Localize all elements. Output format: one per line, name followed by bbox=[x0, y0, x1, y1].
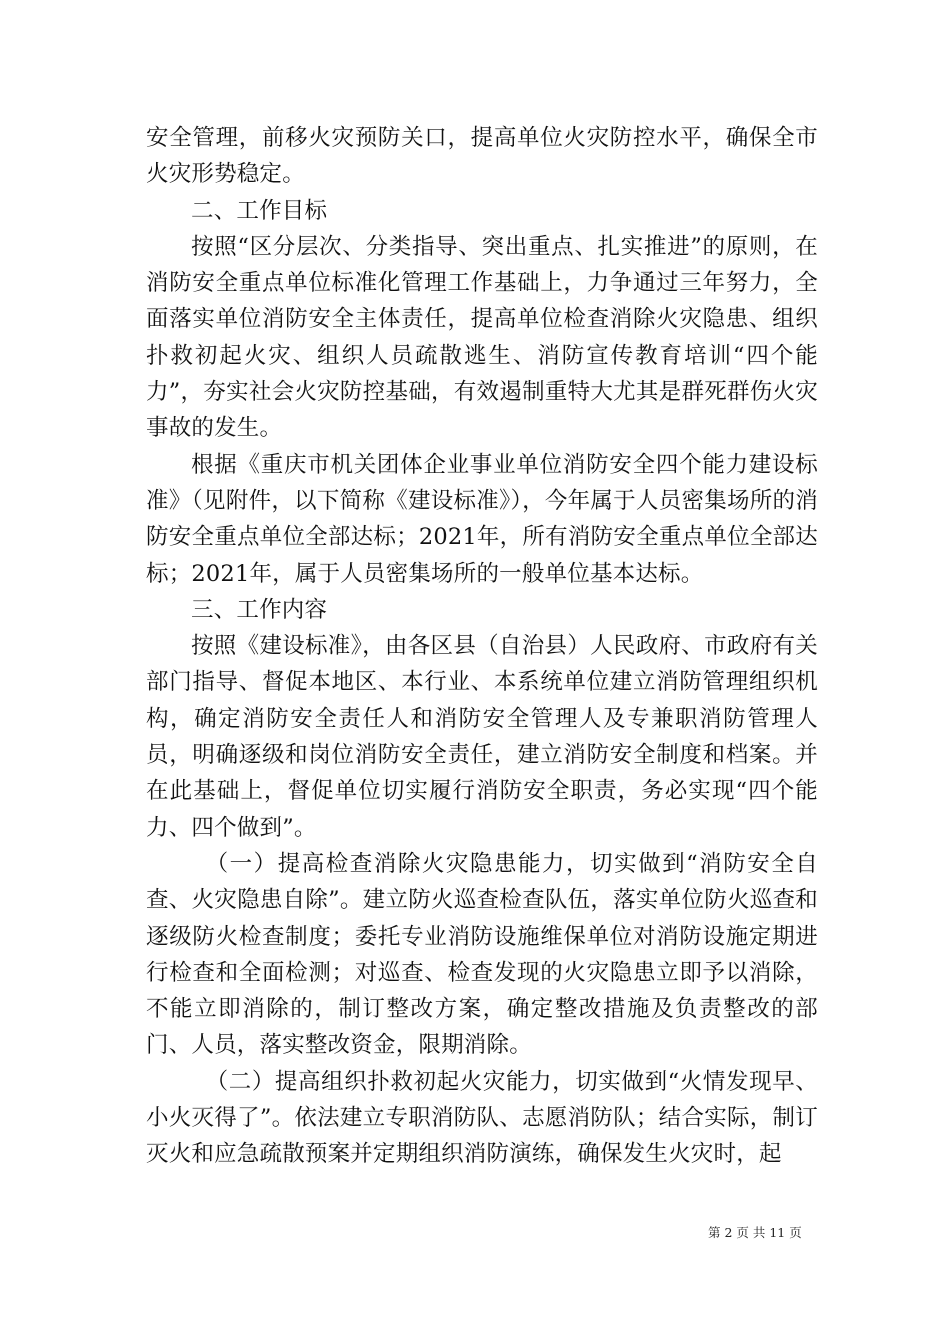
heading-work-goals: 二、工作目标 bbox=[191, 197, 328, 224]
page-number: 第 2 页 共 11 页 bbox=[708, 1225, 802, 1240]
document-body bbox=[146, 120, 818, 1173]
paragraph-standards: 根据《重庆市机关团体企业事业单位消防安全四个能力建设标准》（见附件，以下简称《建设标准》），今年属于人员密集场所的消防安全重点单位全部达标；2021年，所有消防安全重点单位全部达标；2021年，属于人员密集场所的一般单位基本达标。 bbox=[146, 451, 818, 587]
heading-work-content: 三、工作内容 bbox=[191, 596, 328, 623]
paragraph-intro-continuation: 安全管理，前移火灾预防关口，提高单位火灾防控水平，确保全市火灾形势稳定。 bbox=[146, 125, 818, 188]
paragraph-principles: 按照“区分层次、分类指导、突出重点、扎实推进”的原则，在消防安全重点单位标准化管理工作基础上，力争通过三年努力，全面落实单位消防安全主体责任，提高单位检查消除火灾隐患、组织扑救初起火灾、组织人员疏散逃生、消防宣传教育培训“四个能力”，夯实社会火灾防控基础，有效遏制重特大尤其是群死群伤火灾事故的发生。 bbox=[146, 233, 818, 442]
paragraph-guidance: 按照《建设标准》，由各区县（自治县）人民政府、市政府有关部门指导、督促本地区、本行业、本系统单位建立消防管理组织机构，确定消防安全责任人和消防安全管理人及专兼职消防管理人员，明确逐级和岗位消防安全责任，建立消防安全制度和档案。并在此基础上，督促单位切实履行消防安全职责，务必实现“四个能力、四个做到”。 bbox=[146, 633, 818, 841]
paragraph-item-1: （一）提高检查消除火灾隐患能力，切实做到“消防安全自查、火灾隐患自除”。建立防火巡查检查队伍，落实单位防火巡查和逐级防火检查制度；委托专业消防设施维保单位对消防设施定期进行检查和全面检测；对巡查、检查发现的火灾隐患立即予以消除，不能立即消除的，制订整改方案，确定整改措施及负责整改的部门、人员，落实整改资金，限期消除。 bbox=[146, 850, 818, 1059]
paragraph-item-2: （二）提高组织扑救初起火灾能力，切实做到“火情发现早、小火灭得了”。依法建立专职消防队、志愿消防队；结合实际，制订灭火和应急疏散预案并定期组织消防演练，确保发生火灾时，起 bbox=[146, 1068, 818, 1168]
